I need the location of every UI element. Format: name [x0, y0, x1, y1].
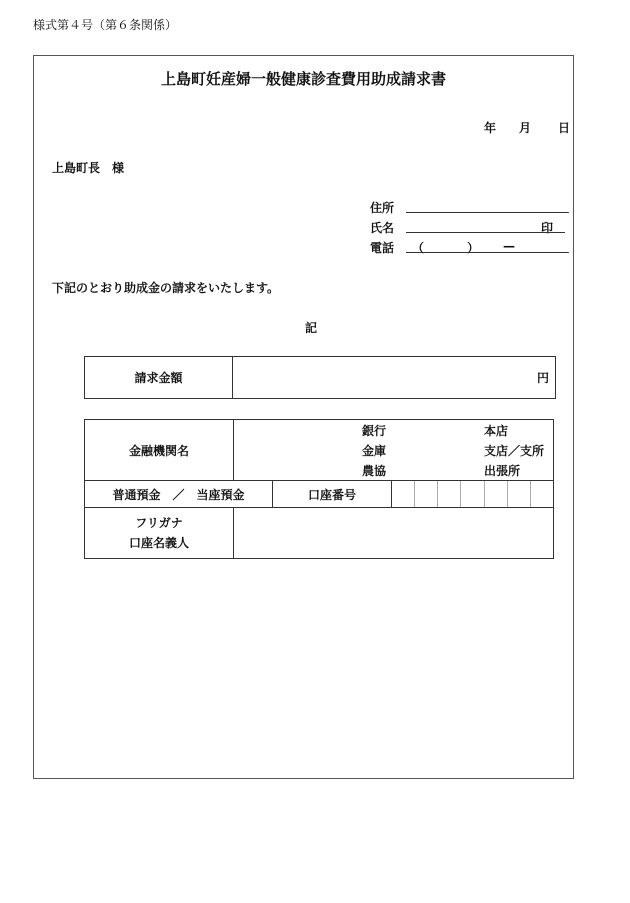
bank-table: [84, 419, 554, 559]
digit-box[interactable]: [484, 481, 507, 507]
digit-box[interactable]: [507, 481, 530, 507]
bank-type-3: 農協: [362, 464, 387, 478]
address-label: 住所: [370, 201, 395, 215]
bank-type-2: 金庫: [362, 444, 387, 458]
account-number-boxes[interactable]: [392, 481, 554, 508]
institution-field[interactable]: [234, 420, 554, 481]
claim-amount-label: 請求金額: [85, 357, 233, 399]
branch-type-3: 出張所: [484, 464, 521, 478]
holder-field[interactable]: [234, 508, 554, 559]
branch-type-1: 本店: [484, 424, 509, 438]
date-year-label: 年: [484, 121, 497, 135]
claim-amount-table: [84, 356, 556, 399]
phone-close-paren: ）: [467, 241, 480, 255]
holder-label-cell: [85, 508, 234, 559]
phone-field-line[interactable]: [406, 252, 569, 253]
phone-label: 電話: [370, 241, 395, 255]
digit-box[interactable]: [414, 481, 437, 507]
holder-label: 口座名義人: [128, 536, 189, 550]
intro-text: 下記のとおり助成金の請求をいたします。: [52, 281, 280, 295]
date-month-label: 月: [519, 121, 532, 135]
seal-mark: 印: [541, 221, 554, 235]
name-label: 氏名: [370, 221, 395, 235]
form-title: 上島町妊産婦一般健康診査費用助成請求書: [160, 70, 446, 88]
phone-dash: —: [503, 239, 515, 253]
account-type[interactable]: 普通預金 ／ 当座預金: [85, 481, 273, 508]
ki-heading: 記: [305, 321, 318, 335]
digit-box[interactable]: [392, 481, 414, 507]
furigana-label: フリガナ: [135, 516, 183, 530]
institution-label: 金融機関名: [85, 420, 234, 481]
addressee: 上島町長 様: [52, 161, 125, 175]
claim-amount-field[interactable]: [233, 357, 556, 399]
digit-box[interactable]: [437, 481, 460, 507]
date-day-label: 日: [558, 121, 571, 135]
phone-open-paren: （: [412, 241, 425, 255]
account-number-label: 口座番号: [273, 481, 392, 508]
bank-type-1: 銀行: [362, 424, 387, 438]
branch-type-2: 支店／支所: [484, 444, 545, 458]
yen-unit: 円: [536, 371, 549, 385]
form-number: 様式第４号（第６条関係）: [33, 18, 178, 32]
name-field-line[interactable]: [406, 232, 565, 233]
address-field-line[interactable]: [406, 212, 569, 213]
digit-box[interactable]: [460, 481, 483, 507]
digit-box[interactable]: [530, 481, 553, 507]
